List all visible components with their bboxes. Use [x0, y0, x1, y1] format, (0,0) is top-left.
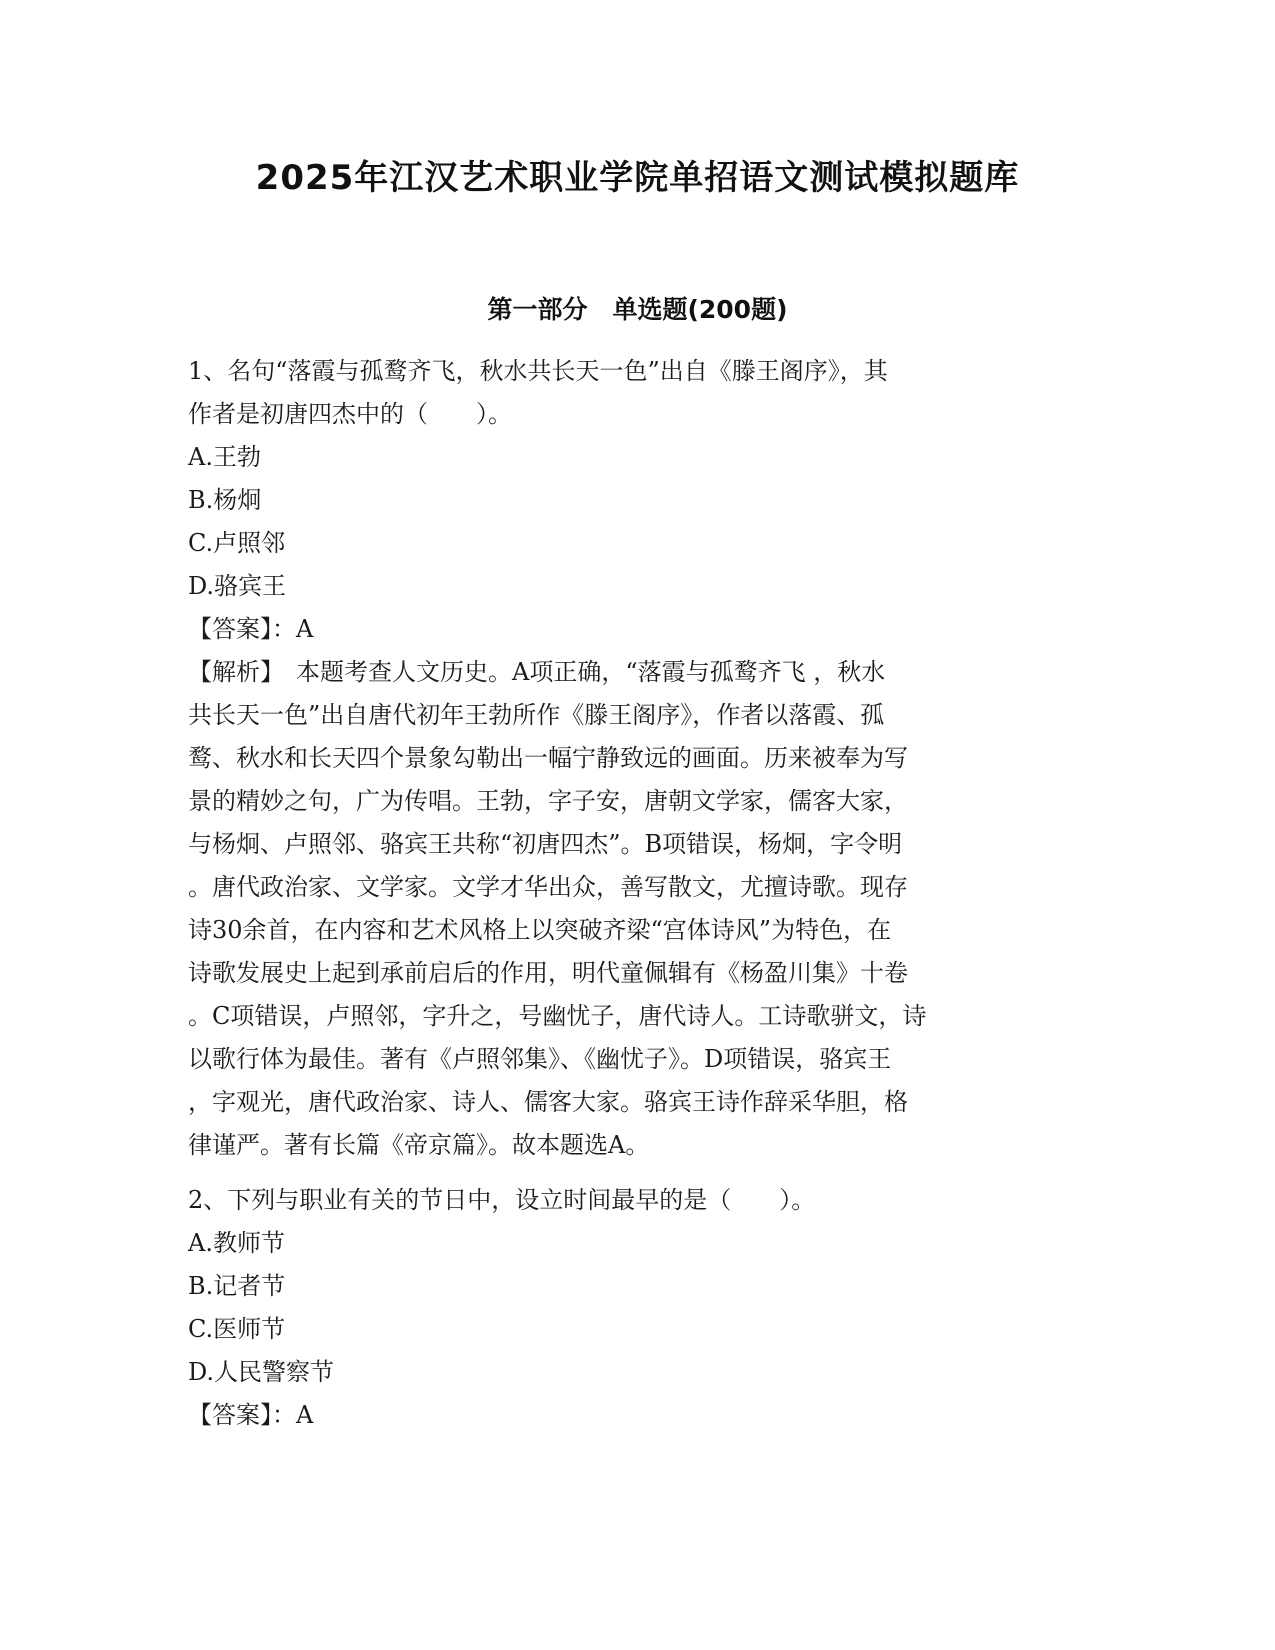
document-title: 2025年江汉艺术职业学院单招语文测试模拟题库	[255, 158, 1020, 198]
option-c: C.卢照邻	[188, 529, 286, 557]
option-a: A.教师节	[188, 1229, 285, 1257]
question-stem-line: 1、名句“落霞与孤鹜齐飞，秋水共长天一色”出自《滕王阁序》，其	[188, 357, 888, 385]
question-spacer	[188, 1167, 1078, 1179]
analysis-line: 【解析】 本题考查人文历史。A项正确，“落霞与孤鹜齐飞 ，秋水	[188, 658, 886, 686]
section-title: 第一部分 单选题(200题)	[487, 295, 788, 324]
analysis	[188, 651, 1078, 1167]
question-1	[188, 350, 1078, 1167]
option-a: A.王勃	[188, 443, 261, 471]
option-b: B.记者节	[188, 1272, 286, 1300]
analysis-line: 律谨严。著有长篇《帝京篇》。故本题选A。	[188, 1131, 650, 1159]
question-stem-line: 作者是初唐四杰中的（ ）。	[188, 400, 512, 428]
analysis-line: 与杨炯、卢照邻、骆宾王共称“初唐四杰”。B项错误，杨炯，字令明	[188, 830, 903, 858]
analysis-line: 诗30余首，在内容和艺术风格上以突破齐梁“宫体诗风”为特色，在	[188, 916, 892, 944]
analysis-line: 以歌行体为最佳。著有《卢照邻集》、《幽忧子》。D项错误，骆宾王	[188, 1045, 892, 1073]
analysis-line: 景的精妙之句，广为传唱。王勃，字子安，唐朝文学家，儒客大家，	[188, 787, 908, 815]
question-list	[188, 350, 1078, 1437]
analysis-line: 。C项错误，卢照邻，字升之，号幽忧子，唐代诗人。工诗歌骈文，诗	[188, 1002, 927, 1030]
analysis-line: 共长天一色”出自唐代初年王勃所作《滕王阁序》，作者以落霞、孤	[188, 701, 885, 729]
analysis-line: 鹜、秋水和长天四个景象勾勒出一幅宁静致远的画面。历来被奉为写	[188, 744, 908, 772]
option-c: C.医师节	[188, 1315, 286, 1343]
analysis-line: 。唐代政治家、文学家。文学才华出众，善写散文，尤擅诗歌。现存	[188, 873, 908, 901]
option-b: B.杨炯	[188, 486, 262, 514]
analysis-line: ，字观光，唐代政治家、诗人、儒客大家。骆宾王诗作辞采华胆，格	[188, 1088, 908, 1116]
answer-line: 【答案】：A	[188, 615, 314, 643]
option-d: D.人民警察节	[188, 1358, 335, 1386]
option-d: D.骆宾王	[188, 572, 287, 600]
question-stem-line: 2、下列与职业有关的节日中，设立时间最早的是（ ）。	[188, 1186, 816, 1214]
analysis-line: 诗歌发展史上起到承前启后的作用，明代童佩辑有《杨盈川集》十卷	[188, 959, 908, 987]
question-2	[188, 1179, 1078, 1437]
answer-line: 【答案】：A	[188, 1401, 314, 1429]
